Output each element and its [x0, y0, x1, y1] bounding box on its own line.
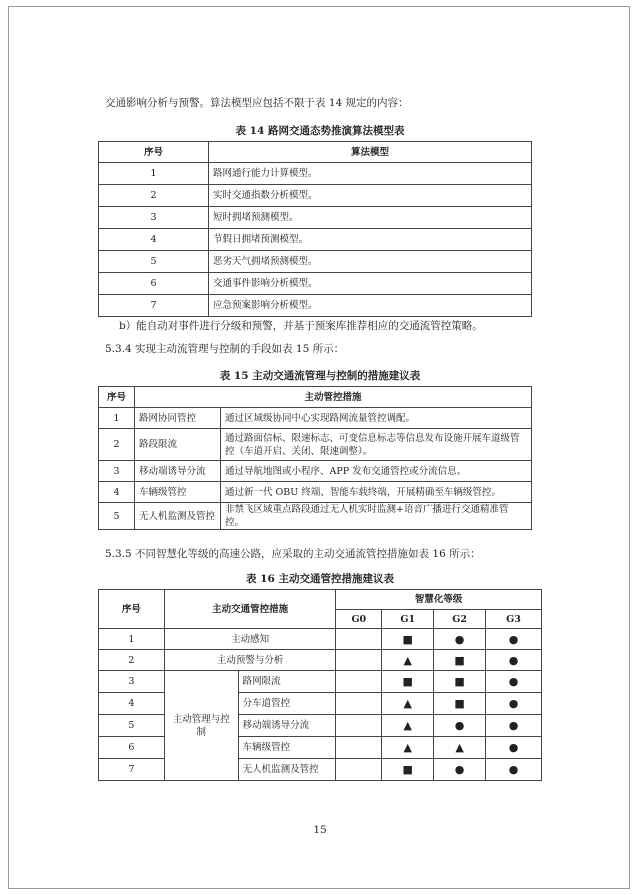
- table14-cell: 路网通行能力计算模型。: [209, 163, 532, 185]
- table16-measure: 主动感知: [164, 629, 336, 650]
- table16-mark: [336, 759, 382, 781]
- table16-mark: ●: [486, 737, 542, 759]
- table15-cell: 非禁飞区域重点路段通过无人机实时监测+语音广播进行交通精准管控。: [221, 503, 532, 530]
- table16-seq: 3: [99, 671, 165, 693]
- table16-measure: 分车道管控: [238, 693, 336, 715]
- table15-cell: 移动端诱导分流: [135, 461, 221, 482]
- table-row: [99, 482, 532, 503]
- table16-caption: 表 16 主动交通管控措施建议表: [246, 573, 394, 585]
- table16-mark: ●: [486, 629, 542, 650]
- table16-level-g2: G2: [434, 610, 486, 629]
- table16-mark: ■: [382, 671, 434, 693]
- document-page: [8, 6, 630, 889]
- table16: [98, 589, 542, 781]
- table16-mark: ●: [486, 715, 542, 737]
- table16-mark: [336, 715, 382, 737]
- table16-level-g0: G0: [336, 610, 382, 629]
- table16-mark: ▲: [382, 693, 434, 715]
- table14-cell: 2: [99, 185, 209, 207]
- table-row: [99, 503, 532, 530]
- table14-header-model: 算法模型: [209, 142, 532, 163]
- table16-level-g3: G3: [486, 610, 542, 629]
- table16-mark: ●: [486, 693, 542, 715]
- table15-cell: 无人机监测及管控: [135, 503, 221, 530]
- table16-measure: 移动端诱导分流: [238, 715, 336, 737]
- table14-cell: 7: [99, 295, 209, 317]
- table16-seq: 6: [99, 737, 165, 759]
- table16-mark: [336, 737, 382, 759]
- table-row: [99, 163, 532, 185]
- paragraph-b: b）能自动对事件进行分级和预警，并基于预案库推荐相应的交通流管控策略。: [119, 320, 483, 332]
- table-row: [99, 461, 532, 482]
- table-row: [99, 650, 542, 671]
- table15-cell: 车辆级管控: [135, 482, 221, 503]
- table14-cell: 6: [99, 273, 209, 295]
- table16-mark: ■: [382, 759, 434, 781]
- table16-seq: 7: [99, 759, 165, 781]
- table16-mark: ●: [434, 715, 486, 737]
- table16-mark: ■: [434, 671, 486, 693]
- table-row: [99, 251, 532, 273]
- table16-mark: ●: [434, 629, 486, 650]
- table14-caption: 表 14 路网交通态势推演算法模型表: [235, 125, 405, 137]
- table16-mark: ●: [486, 759, 542, 781]
- table14-cell: 短时拥堵预测模型。: [209, 207, 532, 229]
- paragraph-5-3-5: 5.3.5 不同智慧化等级的高速公路，应采取的主动交通流管控措施如表 16 所示：: [105, 548, 481, 560]
- table16-mark: ■: [382, 629, 434, 650]
- table16-header-measure: 主动交通管控措施: [164, 590, 336, 629]
- table14-cell: 5: [99, 251, 209, 273]
- table-row: [99, 671, 542, 693]
- table16-mark: ▲: [382, 715, 434, 737]
- table16-seq: 1: [99, 629, 165, 650]
- table15-cell: 路网协同管控: [135, 408, 221, 429]
- table-row: [99, 185, 532, 207]
- table15-cell: 4: [99, 482, 135, 503]
- table14-cell: 3: [99, 207, 209, 229]
- table15-caption: 表 15 主动交通流管理与控制的措施建议表: [219, 370, 421, 382]
- table14-cell: 4: [99, 229, 209, 251]
- table15-cell: 通过区域级协同中心实现路网流量管控调配。: [221, 408, 532, 429]
- table16-measure: 路网限流: [238, 671, 336, 693]
- table16-mark: ●: [434, 759, 486, 781]
- table15-header-seq: 序号: [99, 387, 135, 408]
- table16-measure: 无人机监测及管控: [238, 759, 336, 781]
- table-row: [99, 229, 532, 251]
- table15-cell: 1: [99, 408, 135, 429]
- table16-measure: 车辆级管控: [238, 737, 336, 759]
- table16-seq: 5: [99, 715, 165, 737]
- table14-cell: 1: [99, 163, 209, 185]
- table15-cell: 通过导航地图或小程序、APP 发布交通管控或分流信息。: [221, 461, 532, 482]
- table16-level-g1: G1: [382, 610, 434, 629]
- table-row: [99, 408, 532, 429]
- intro-text: 交通影响分析与预警。算法模型应包括不限于表 14 规定的内容：: [105, 97, 409, 109]
- table16-seq: 2: [99, 650, 165, 671]
- table16-mark: ■: [434, 650, 486, 671]
- table16-measure: 主动预警与分析: [164, 650, 336, 671]
- table-row: [99, 273, 532, 295]
- paragraph-5-3-4: 5.3.4 实现主动流管理与控制的手段如表 15 所示：: [105, 343, 345, 355]
- table14-cell: 实时交通指数分析模型。: [209, 185, 532, 207]
- page-number: 15: [313, 824, 327, 836]
- table14-cell: 交通事件影响分析模型。: [209, 273, 532, 295]
- table-row: [99, 429, 532, 461]
- table16-seq: 4: [99, 693, 165, 715]
- table14-cell: 应急预案影响分析模型。: [209, 295, 532, 317]
- table15-cell: 路段限流: [135, 429, 221, 461]
- table15-header-measure: 主动管控措施: [135, 387, 532, 408]
- table16-header-level: 智慧化等级: [336, 590, 542, 610]
- table14-header-seq: 序号: [99, 142, 209, 163]
- table15-cell: 3: [99, 461, 135, 482]
- table16-mark: ▲: [434, 737, 486, 759]
- table15-cell: 5: [99, 503, 135, 530]
- table16-group-label: 主动管理与控制: [164, 671, 238, 781]
- table16-mark: ●: [486, 650, 542, 671]
- table14: [98, 141, 532, 317]
- table16-mark: ●: [486, 671, 542, 693]
- table16-mark: [336, 650, 382, 671]
- table16-header-seq: 序号: [99, 590, 165, 629]
- table14-cell: 节假日拥堵预测模型。: [209, 229, 532, 251]
- table16-mark: [336, 693, 382, 715]
- table-row: [99, 629, 542, 650]
- table14-cell: 恶劣天气拥堵预测模型。: [209, 251, 532, 273]
- table16-mark: ▲: [382, 737, 434, 759]
- table16-mark: [336, 671, 382, 693]
- table16-mark: [336, 629, 382, 650]
- table16-mark: ■: [434, 693, 486, 715]
- table-row: [99, 295, 532, 317]
- table15-cell: 2: [99, 429, 135, 461]
- table16-mark: ▲: [382, 650, 434, 671]
- table15-cell: 通过路面信标、限速标志、可变信息标志等信息发布设施开展车道级管控（车道开启、关闭、限速调整）。: [221, 429, 532, 461]
- table15: [98, 386, 532, 530]
- table-row: [99, 207, 532, 229]
- table15-cell: 通过新一代 OBU 终端、智能车载终端，开展精确至车辆级管控。: [221, 482, 532, 503]
